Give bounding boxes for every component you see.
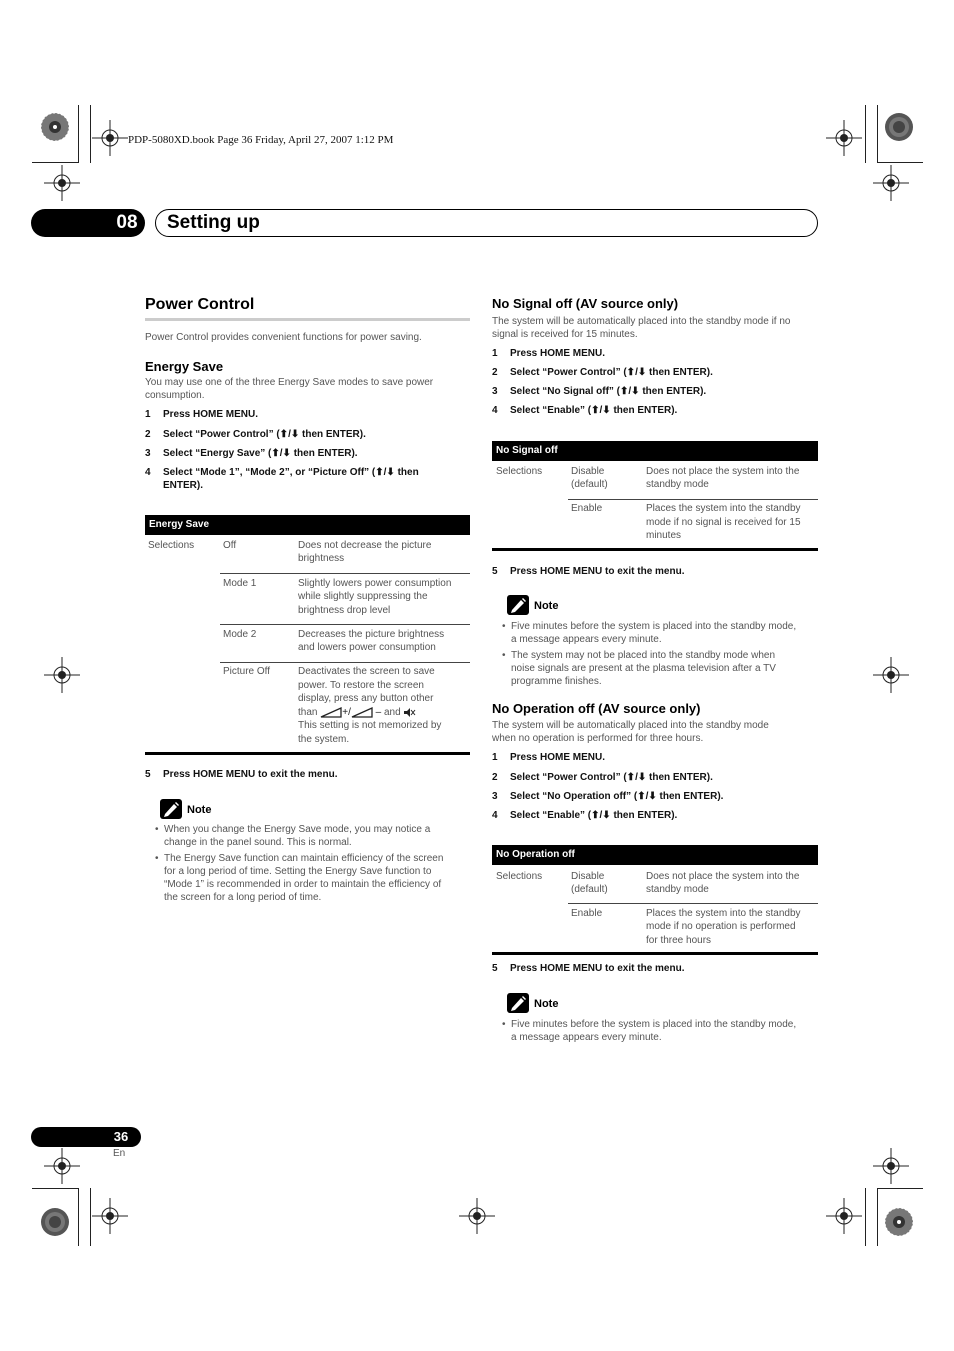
section-intro: Power Control provides convenient functions for power saving.	[145, 332, 422, 343]
no-signal-heading: No Signal off (AV source only)	[492, 296, 679, 311]
crop-line	[877, 105, 878, 163]
no-operation-table-header: No Operation off	[492, 845, 818, 865]
energy-save-table-header: Energy Save	[145, 515, 470, 535]
table-bottom-rule	[492, 952, 818, 955]
table-cell-selections: Selections	[148, 540, 195, 551]
table-cell-option: Mode 1	[223, 578, 257, 589]
starburst-registration-icon	[40, 1207, 70, 1237]
note-pencil-icon	[507, 595, 529, 615]
table-cell-desc: Places the system into the standby	[646, 908, 801, 919]
table-bottom-rule	[492, 548, 818, 551]
table-cell-desc	[298, 706, 416, 719]
table-cell-option: Mode 2	[223, 629, 257, 640]
note-pencil-icon	[507, 993, 529, 1013]
table-cell-option: Enable	[571, 908, 603, 919]
table-row-divider	[568, 499, 818, 500]
volume-icon	[320, 707, 342, 718]
energy-save-heading: Energy Save	[145, 359, 224, 374]
table-cell-selections: Selections	[496, 871, 543, 882]
table-cell-desc: Places the system into the standby	[646, 503, 801, 514]
table-cell-option: Off	[223, 540, 237, 551]
table-cell-option: (default)	[571, 884, 608, 895]
mute-icon	[403, 707, 416, 718]
table-cell-option: (default)	[571, 479, 608, 490]
table-cell-desc: brightness	[298, 553, 345, 564]
crop-line	[32, 162, 78, 163]
table-cell-desc: This setting is not memorized by	[298, 720, 442, 731]
no-signal-intro: signal is received for 15 minutes.	[492, 329, 638, 340]
table-cell-option: Enable	[571, 503, 603, 514]
chapter-number: 08	[116, 212, 138, 233]
crop-line	[90, 1188, 91, 1246]
table-cell-desc: brightness drop level	[298, 605, 391, 616]
table-row-divider	[220, 624, 470, 625]
no-signal-intro: The system will be automatically placed into the standby mode if no	[492, 316, 791, 327]
than-text: than	[298, 707, 318, 718]
table-cell-selections: Selections	[496, 466, 543, 477]
no-signal-table-header: No Signal off	[492, 441, 818, 461]
no-operation-intro: The system will be automatically placed into the standby mode	[492, 720, 769, 731]
and-text: and	[384, 707, 401, 718]
section-rule	[145, 318, 470, 321]
volume-icon	[351, 707, 373, 718]
table-cell-desc: and lowers power consumption	[298, 642, 436, 653]
crop-line	[90, 105, 91, 163]
starburst-registration-icon	[40, 112, 70, 142]
registration-crosshair-icon	[826, 1198, 862, 1234]
crop-line	[877, 162, 923, 163]
table-bottom-rule	[145, 752, 470, 755]
table-cell-desc: display, press any button other	[298, 693, 434, 704]
volume-minus-text: –	[375, 707, 382, 718]
table-row-divider	[568, 903, 818, 904]
table-row-divider	[220, 573, 470, 574]
note-bullet: • The system may not be placed into the standby mode when noise signals are present at the plasma television after a TV programme finishes.	[502, 650, 776, 687]
table-row-divider	[220, 662, 470, 663]
registration-crosshair-icon	[873, 165, 909, 201]
table-cell-desc: Decreases the picture brightness	[298, 629, 445, 640]
table-cell-desc: Deactivates the screen to save	[298, 666, 435, 677]
volume-plus-text: +/	[342, 707, 351, 718]
table-cell-desc: Does not decrease the picture	[298, 540, 432, 551]
table-cell-option: Picture Off	[223, 666, 271, 677]
table-cell-desc: Does not place the system into the	[646, 466, 800, 477]
note-bullet: • Five minutes before the system is placed into the standby mode, a message appears every minute.	[502, 621, 797, 645]
registration-crosshair-icon	[826, 120, 862, 156]
chapter-title: Setting up	[167, 212, 260, 233]
registration-crosshair-icon	[92, 120, 128, 156]
table-cell-desc: while slightly suppressing the	[298, 591, 428, 602]
starburst-registration-icon	[884, 112, 914, 142]
note-pencil-icon	[160, 799, 182, 819]
table-cell-desc: the system.	[298, 734, 350, 745]
table-cell-desc: standby mode	[646, 479, 709, 490]
crop-line	[877, 1188, 878, 1246]
table-cell-desc: standby mode	[646, 884, 709, 895]
crop-line	[877, 1188, 923, 1189]
registration-crosshair-icon	[44, 657, 80, 693]
registration-crosshair-icon	[873, 657, 909, 693]
table-cell-desc: Slightly lowers power consumption	[298, 578, 452, 589]
table-cell-desc: Does not place the system into the	[646, 871, 800, 882]
language-code: En	[113, 1148, 126, 1159]
registration-crosshair-icon	[92, 1198, 128, 1234]
note-bullet: • When you change the Energy Save mode, you may notice a change in the panel sound. This is normal.	[155, 824, 431, 848]
registration-crosshair-icon	[44, 165, 80, 201]
table-cell-desc: mode if no operation is performed	[646, 921, 796, 932]
note-label: Note	[534, 998, 559, 1010]
table-cell-option: Disable	[571, 871, 605, 882]
registration-crosshair-icon	[459, 1198, 495, 1234]
crop-line	[865, 1188, 866, 1246]
page-number: 36	[113, 1129, 129, 1144]
section-title: Power Control	[145, 296, 255, 313]
book-info-slug: PDP-5080XD.book Page 36 Friday, April 27, 2007 1:12 PM	[128, 134, 394, 146]
table-cell-desc: minutes	[646, 530, 682, 541]
note-label: Note	[534, 600, 559, 612]
note-bullet: • Five minutes before the system is placed into the standby mode, a message appears every minute.	[502, 1019, 797, 1043]
registration-crosshair-icon	[873, 1148, 909, 1184]
table-cell-option: Disable	[571, 466, 605, 477]
note-bullet: • The Energy Save function can maintain efficiency of the screen for a long period of time. Setting the Energy Save function to “Mode 1” is recommended in order to maintain the efficiency of the screen for a long period of time.	[155, 853, 444, 903]
no-operation-intro: when no operation is performed for three hours.	[492, 733, 704, 744]
crop-line	[78, 105, 79, 163]
table-cell-desc: power. To restore the screen	[298, 680, 424, 691]
note-label: Note	[187, 804, 212, 816]
crop-line	[865, 105, 866, 163]
starburst-registration-icon	[884, 1207, 914, 1237]
energy-save-intro: You may use one of the three Energy Save modes to save power	[145, 377, 434, 388]
registration-crosshair-icon	[44, 1148, 80, 1184]
no-operation-heading: No Operation off (AV source only)	[492, 701, 701, 716]
crop-line	[32, 1188, 78, 1189]
table-cell-desc: for three hours	[646, 935, 712, 946]
table-cell-desc: mode if no signal is received for 15	[646, 517, 801, 528]
crop-line	[78, 1188, 79, 1246]
energy-save-intro: consumption.	[145, 390, 205, 401]
